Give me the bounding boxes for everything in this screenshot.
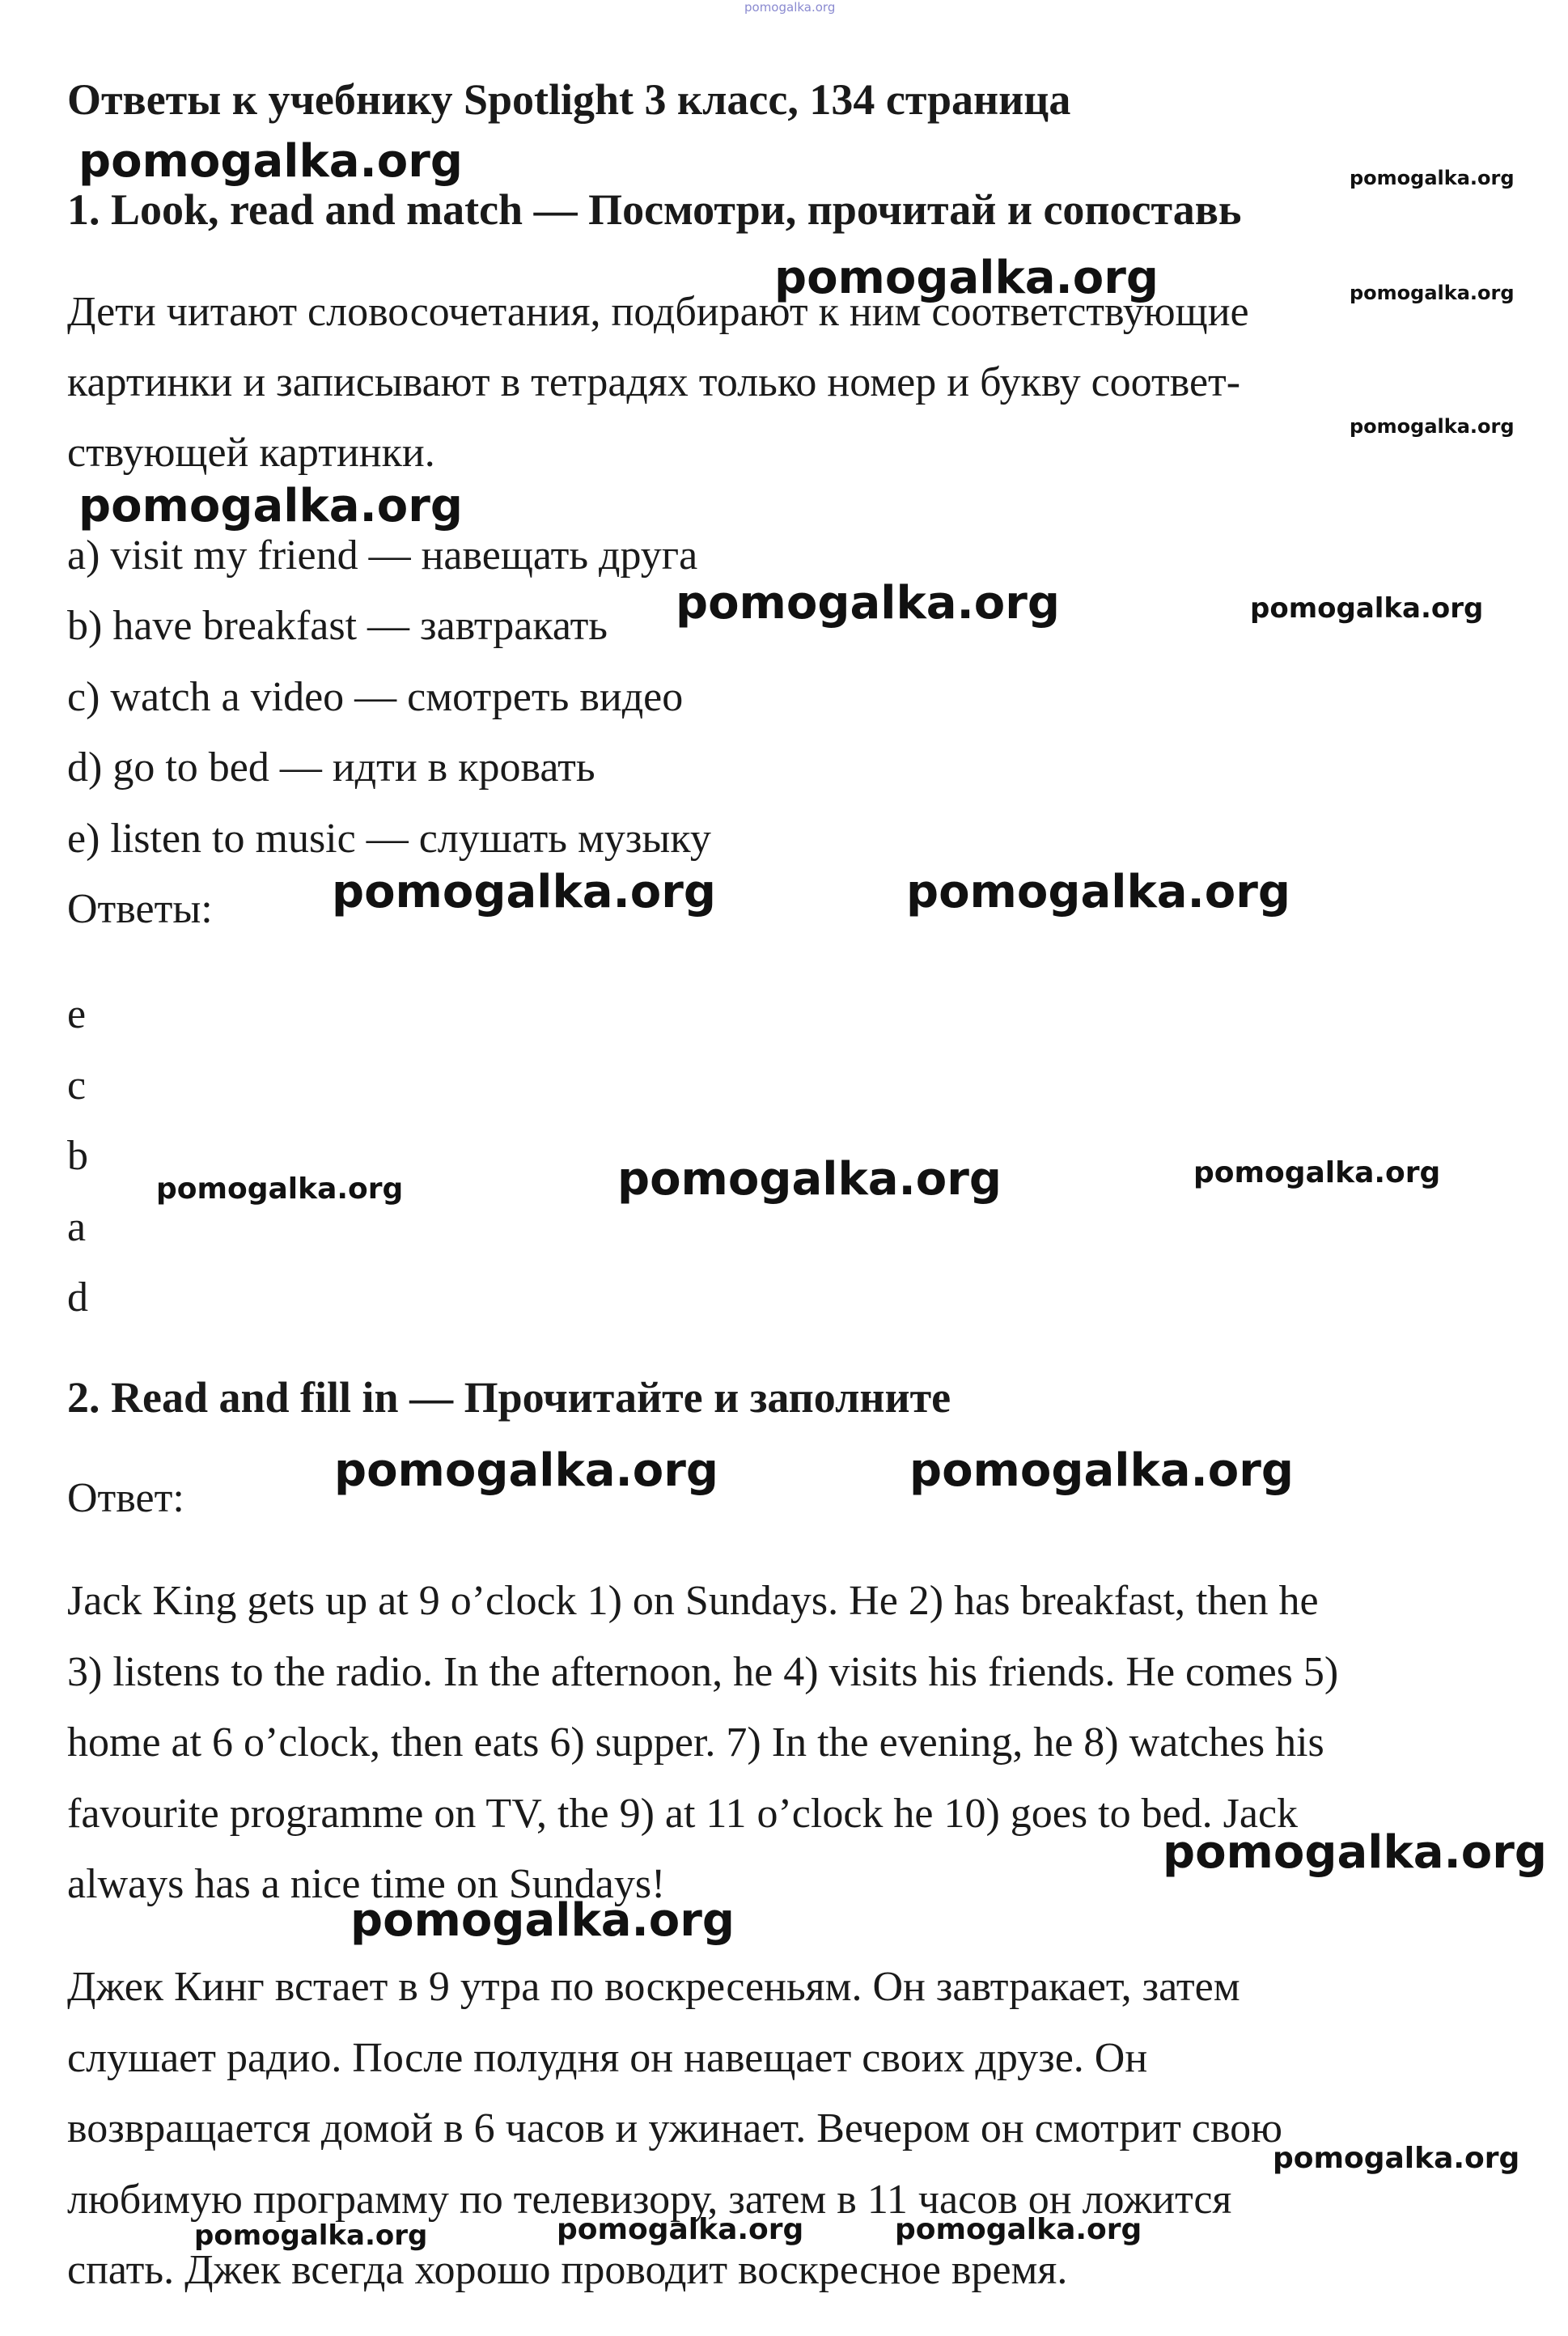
task1-item: e) listen to music — слушать музыку — [67, 816, 711, 862]
russian-text-line: возвращается домой в 6 часов и ужинает. Вечером он смотрит свою — [67, 2105, 1283, 2152]
english-text-line: Jack King gets up at 9 o’clock 1) on Sundays. He 2) has breakfast, then he — [67, 1578, 1319, 1624]
russian-text-line: любимую программу по телевизору, затем в 11 часов он ложится — [67, 2177, 1232, 2223]
watermark: pomogalka.org — [78, 480, 463, 532]
watermark: pomogalka.org — [744, 0, 836, 15]
watermark: pomogalka.org — [906, 866, 1290, 918]
watermark: pomogalka.org — [1193, 1156, 1441, 1189]
watermark: pomogalka.org — [1350, 167, 1515, 189]
answer-label: Ответ: — [67, 1475, 184, 1521]
watermark: pomogalka.org — [617, 1153, 1002, 1206]
watermark: pomogalka.org — [774, 252, 1159, 304]
watermark: pomogalka.org — [895, 2213, 1142, 2246]
watermark: pomogalka.org — [350, 1894, 735, 1947]
task1-item: b) have breakfast — завтракать — [67, 603, 608, 649]
task1-item: d) go to bed — идти в кровать — [67, 744, 595, 791]
watermark: pomogalka.org — [1350, 415, 1515, 438]
task2-heading: 2. Read and fill in — Прочитайте и заполните — [67, 1373, 951, 1422]
answer-item: a — [67, 1204, 87, 1250]
task1-instruction-line: картинки и записывают в тетрадях только номер и букву соответ- — [67, 359, 1241, 405]
watermark: pomogalka.org — [909, 1444, 1294, 1497]
watermark: pomogalka.org — [1163, 1826, 1547, 1879]
english-text-line: always has a nice time on Sundays! — [67, 1861, 666, 1907]
task1-instruction-line: Дети читают словосочетания, подбирают к ним соответствующие — [67, 289, 1249, 335]
answer-item: b — [67, 1133, 88, 1179]
watermark: pomogalka.org — [332, 866, 716, 918]
watermark: pomogalka.org — [334, 1444, 718, 1497]
english-text-line: home at 6 o’clock, then eats 6) supper. 7) In the evening, he 8) watches his — [67, 1719, 1324, 1766]
answers-label: Ответы: — [67, 886, 213, 932]
task1-item: a) visit my friend — навещать друга — [67, 532, 698, 579]
russian-text-line: Джек Кинг встает в 9 утра по воскресеньям. Он завтракает, затем — [67, 1964, 1240, 2010]
watermark: pomogalka.org — [78, 135, 463, 188]
answer-item: e — [67, 991, 87, 1037]
russian-text-line: спать. Джек всегда хорошо проводит воскресное время. — [67, 2247, 1068, 2293]
answer-item: d — [67, 1274, 88, 1321]
watermark: pomogalka.org — [156, 1172, 404, 1206]
task1-heading: 1. Look, read and match — Посмотри, прочитай и сопоставь — [67, 185, 1242, 234]
task1-instruction-line: ствующей картинки. — [67, 430, 435, 476]
task1-item: c) watch a video — смотреть видео — [67, 674, 684, 720]
page-title: Ответы к учебнику Spotlight 3 класс, 134 страница — [67, 75, 1071, 124]
watermark: pomogalka.org — [1250, 592, 1484, 625]
english-text-line: 3) listens to the radio. In the afternoon, he 4) visits his friends. He comes 5) — [67, 1649, 1339, 1695]
watermark: pomogalka.org — [1273, 2142, 1520, 2175]
english-text-line: favourite programme on TV, the 9) at 11 o’clock he 10) goes to bed. Jack — [67, 1791, 1299, 1837]
answer-item: c — [67, 1062, 87, 1109]
russian-text-line: слушает радио. После полудня он навещает своих друзе. Он — [67, 2035, 1148, 2081]
watermark: pomogalka.org — [194, 2219, 428, 2252]
watermark: pomogalka.org — [1350, 282, 1515, 304]
watermark: pomogalka.org — [557, 2213, 804, 2246]
watermark: pomogalka.org — [676, 577, 1060, 630]
